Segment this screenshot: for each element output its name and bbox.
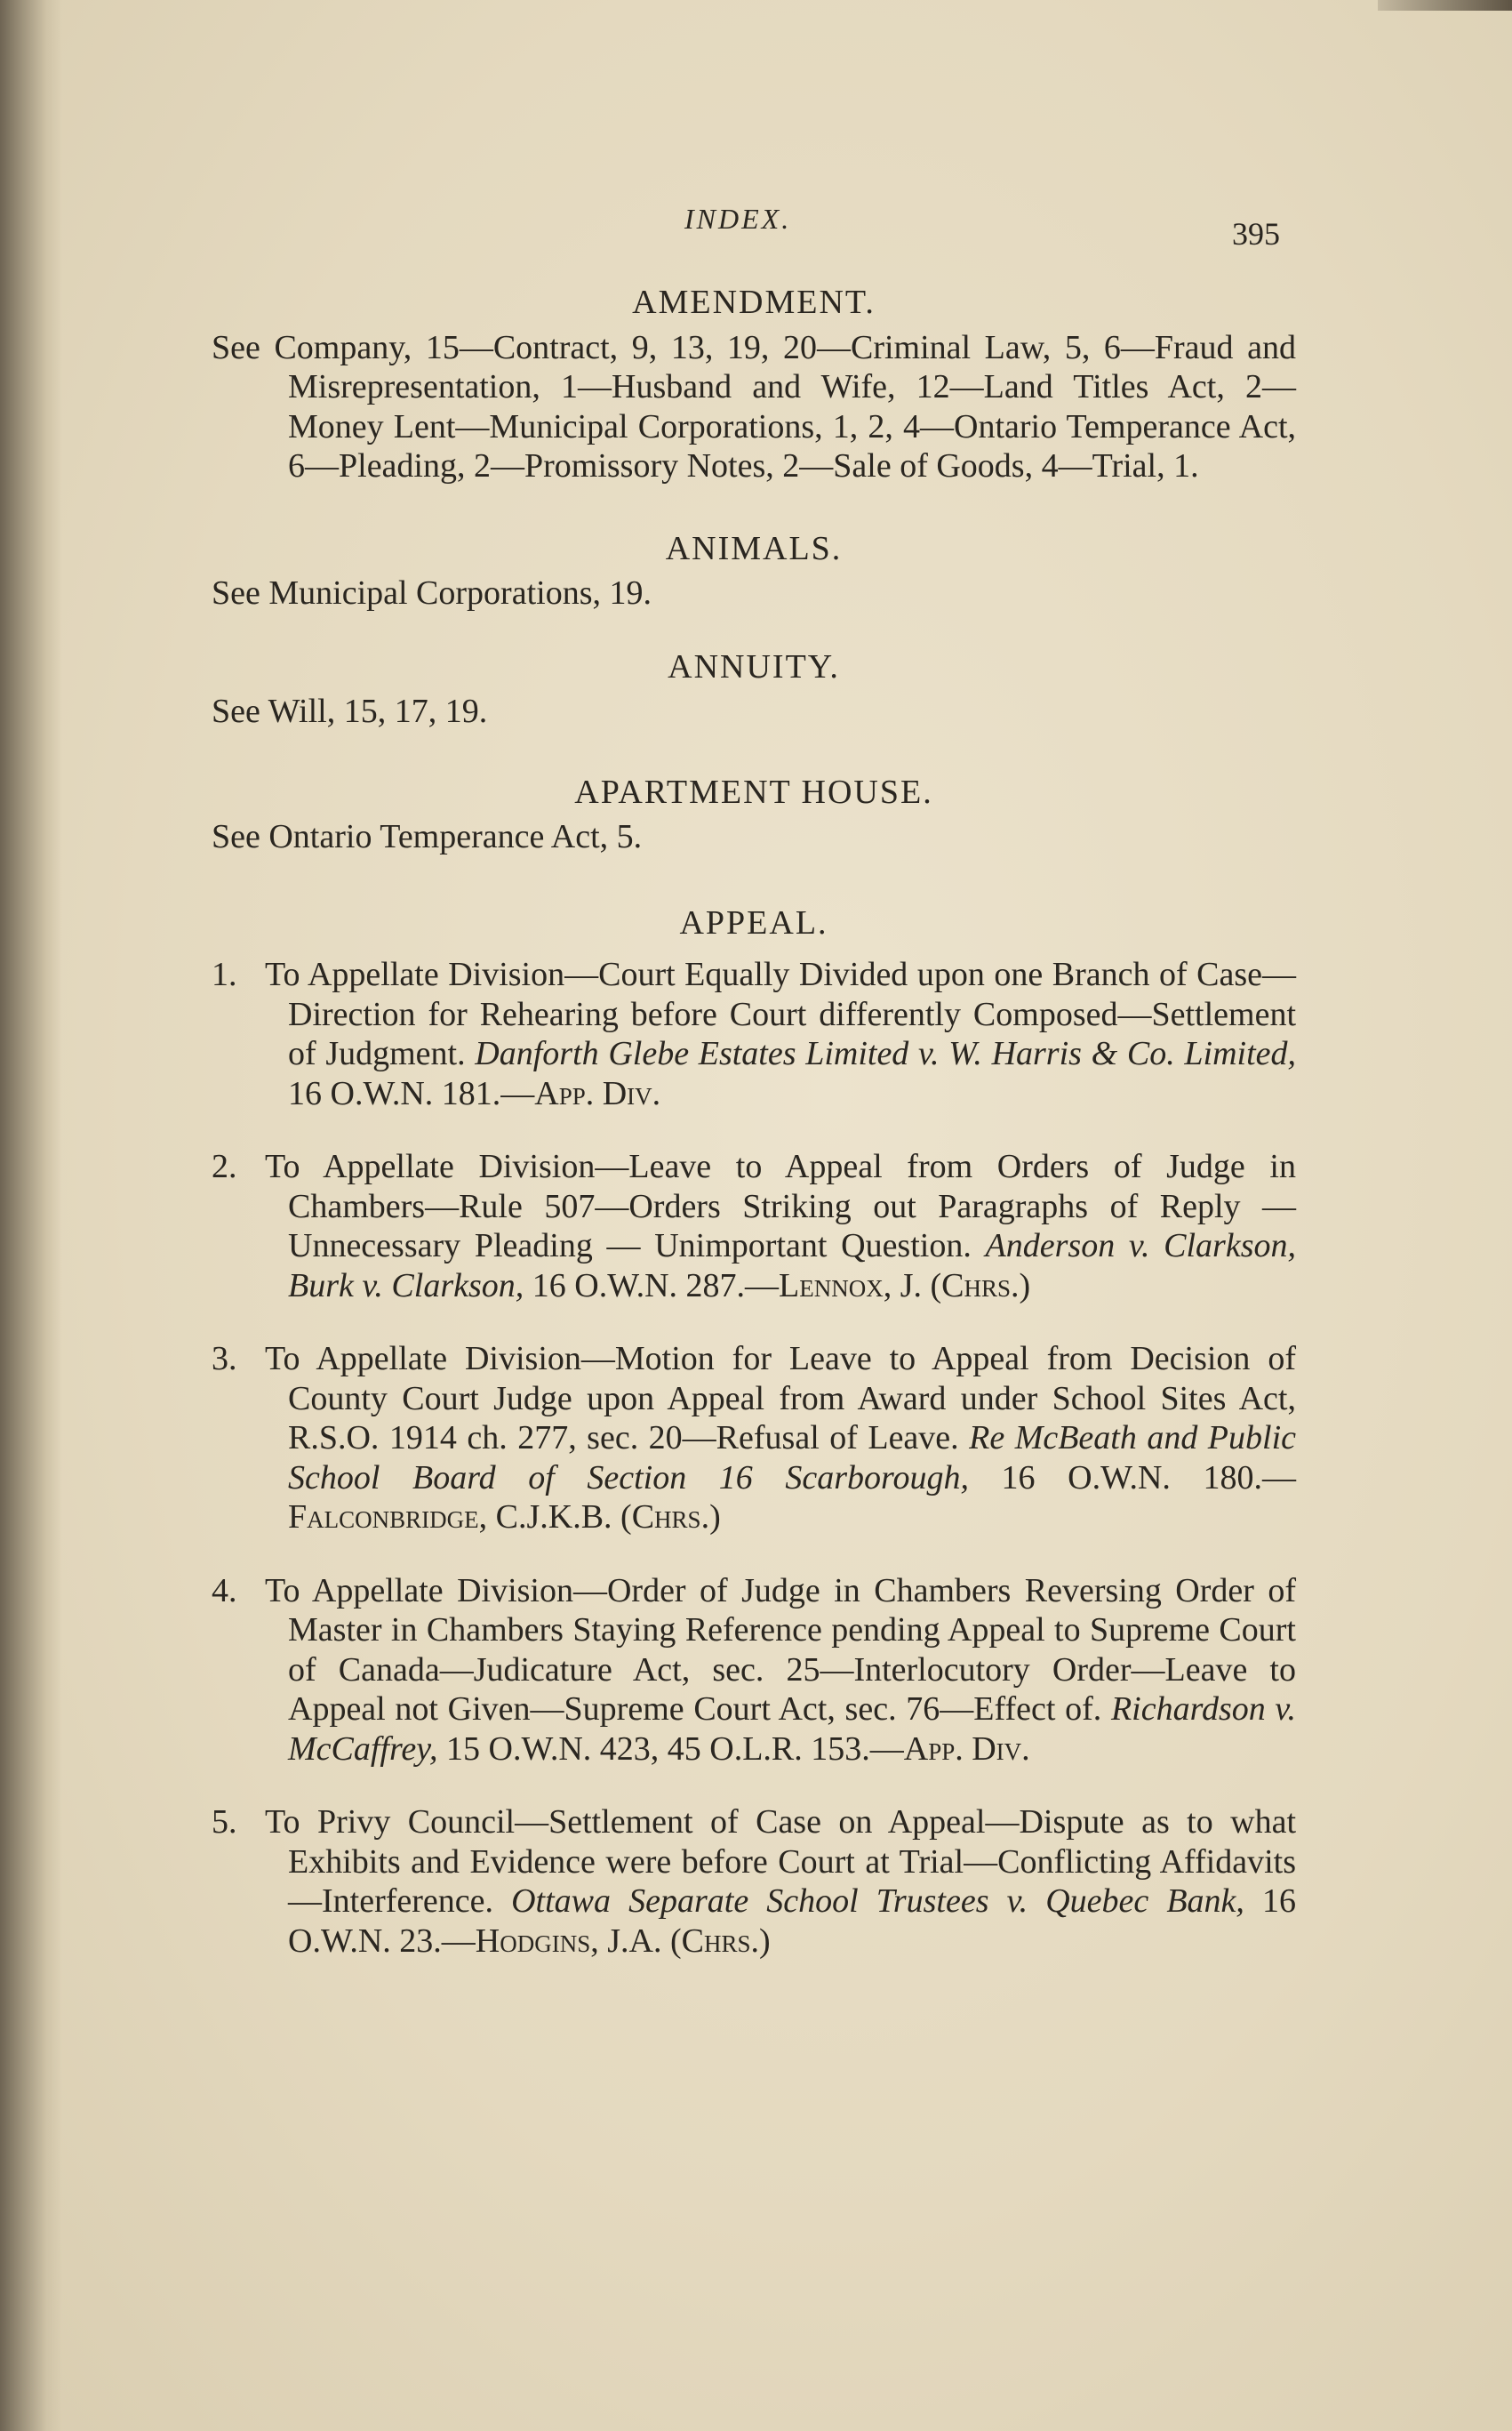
page-edge-shadow (1378, 0, 1512, 11)
appeal-entry (212, 1802, 1296, 1961)
entry-text: To Privy Council—Settlement of Case on Appeal—Dispute as to what Exhibits and Evidence were before Court at Trial—Conflicting Affidavits—Interference. (265, 1803, 1296, 1920)
appeal-entry (212, 955, 1296, 1113)
appeal-entry (212, 1339, 1296, 1537)
section-heading: APPEAL. (679, 903, 828, 942)
page-number: 395 (1232, 216, 1280, 252)
section-apartment-house (212, 773, 1296, 857)
section-animals (212, 529, 1296, 614)
citation: 16 O.W.N. 287.— (524, 1266, 780, 1304)
citation: 16 O.W.N. 180.— (968, 1458, 1297, 1496)
case-name: Danforth Glebe Estates Limited v. W. Harris & Co. Limited, (475, 1035, 1296, 1072)
court-judge: App. Div. (534, 1074, 661, 1112)
entry-number: 4. (212, 1571, 237, 1609)
entry-text: To Appellate Division—Leave to Appeal from Orders of Judge in Chambers—Rule 507—Orders Striking out Paragraphs of Reply — Unnecessary Pleading — Unimportant Question. (265, 1148, 1296, 1264)
case-name: Ottawa Separate School Trustees v. Quebec Bank, (511, 1882, 1244, 1920)
book-spine-shadow (0, 0, 62, 2431)
entry-number: 3. (212, 1340, 237, 1377)
see-reference: See Company, 15—Contract, 9, 13, 19, 20—Criminal Law, 5, 6—Fraud and Misrepresentation, 1—Husband and Wife, 12—Land Titles Act, 2—Money Lent—Municipal Corporations, 1, 2, 4—Ontario Temperance Act, 6—Pleading, 2—Promissory Notes, 2—Sale of Goods, 4—Trial, 1. (212, 328, 1296, 485)
appeal-entry (212, 1571, 1296, 1769)
page-header (0, 203, 1512, 256)
court-judge: Hodgins, J.A. (Chrs.) (475, 1922, 771, 1960)
appeal-entry (212, 1147, 1296, 1305)
court-judge: Lennox, J. (Chrs.) (779, 1266, 1031, 1304)
section-heading: AMENDMENT. (632, 284, 876, 321)
see-reference: See Will, 15, 17, 19. (212, 693, 488, 730)
citation: 16 O.W.N. 181.— (288, 1074, 535, 1112)
section-heading: ANNUITY. (668, 647, 840, 686)
citation: 16 O.W.N. 23.— (288, 1882, 1297, 1960)
citation: 15 O.W.N. 423, 45 O.L.R. 153.— (437, 1729, 904, 1768)
section-appeal (212, 903, 1296, 1962)
entry-number: 5. (212, 1803, 237, 1841)
case-name: Re McBeath and Public School Board of Section 16 Scarborough, (288, 1419, 1296, 1496)
section-heading: APARTMENT HOUSE. (574, 773, 933, 811)
section-heading: ANIMALS. (665, 529, 843, 567)
court-judge: Falconbridge, C.J.K.B. (Chrs.) (288, 1498, 721, 1536)
entry-number: 2. (212, 1148, 237, 1185)
entry-number: 1. (212, 956, 237, 993)
entry-text: To Appellate Division—Court Equally Divided upon one Branch of Case—Direction for Rehearing before Court differently Composed—Settlement of Judgment. (265, 956, 1296, 1072)
court-judge: App. Div. (903, 1729, 1030, 1768)
index-content (212, 283, 1296, 1994)
see-reference: See Municipal Corporations, 19. (212, 574, 652, 612)
section-annuity (212, 647, 1296, 732)
entry-text: To Appellate Division—Order of Judge in Chambers Reversing Order of Master in Chambers Staying Reference pending Appeal to Supreme Court of Canada—Judicature Act, sec. 25—Interlocutory Order—Leave to Appeal not Given—Supreme Court Act, sec. 76—Effect of. (265, 1571, 1296, 1728)
section-amendment (212, 283, 1296, 486)
running-head: INDEX. (684, 203, 792, 235)
entry-text: To Appellate Division—Motion for Leave to Appeal from Decision of County Court Judge upon Appeal from Award under School Sites Act, R.S.O. 1914 ch. 277, sec. 20—Refusal of Leave. (265, 1340, 1296, 1456)
case-name: Anderson v. Clarkson, Burk v. Clarkson, (288, 1227, 1296, 1304)
see-reference: See Ontario Temperance Act, 5. (212, 818, 643, 855)
case-name: Richardson v. McCaffrey, (288, 1690, 1296, 1768)
